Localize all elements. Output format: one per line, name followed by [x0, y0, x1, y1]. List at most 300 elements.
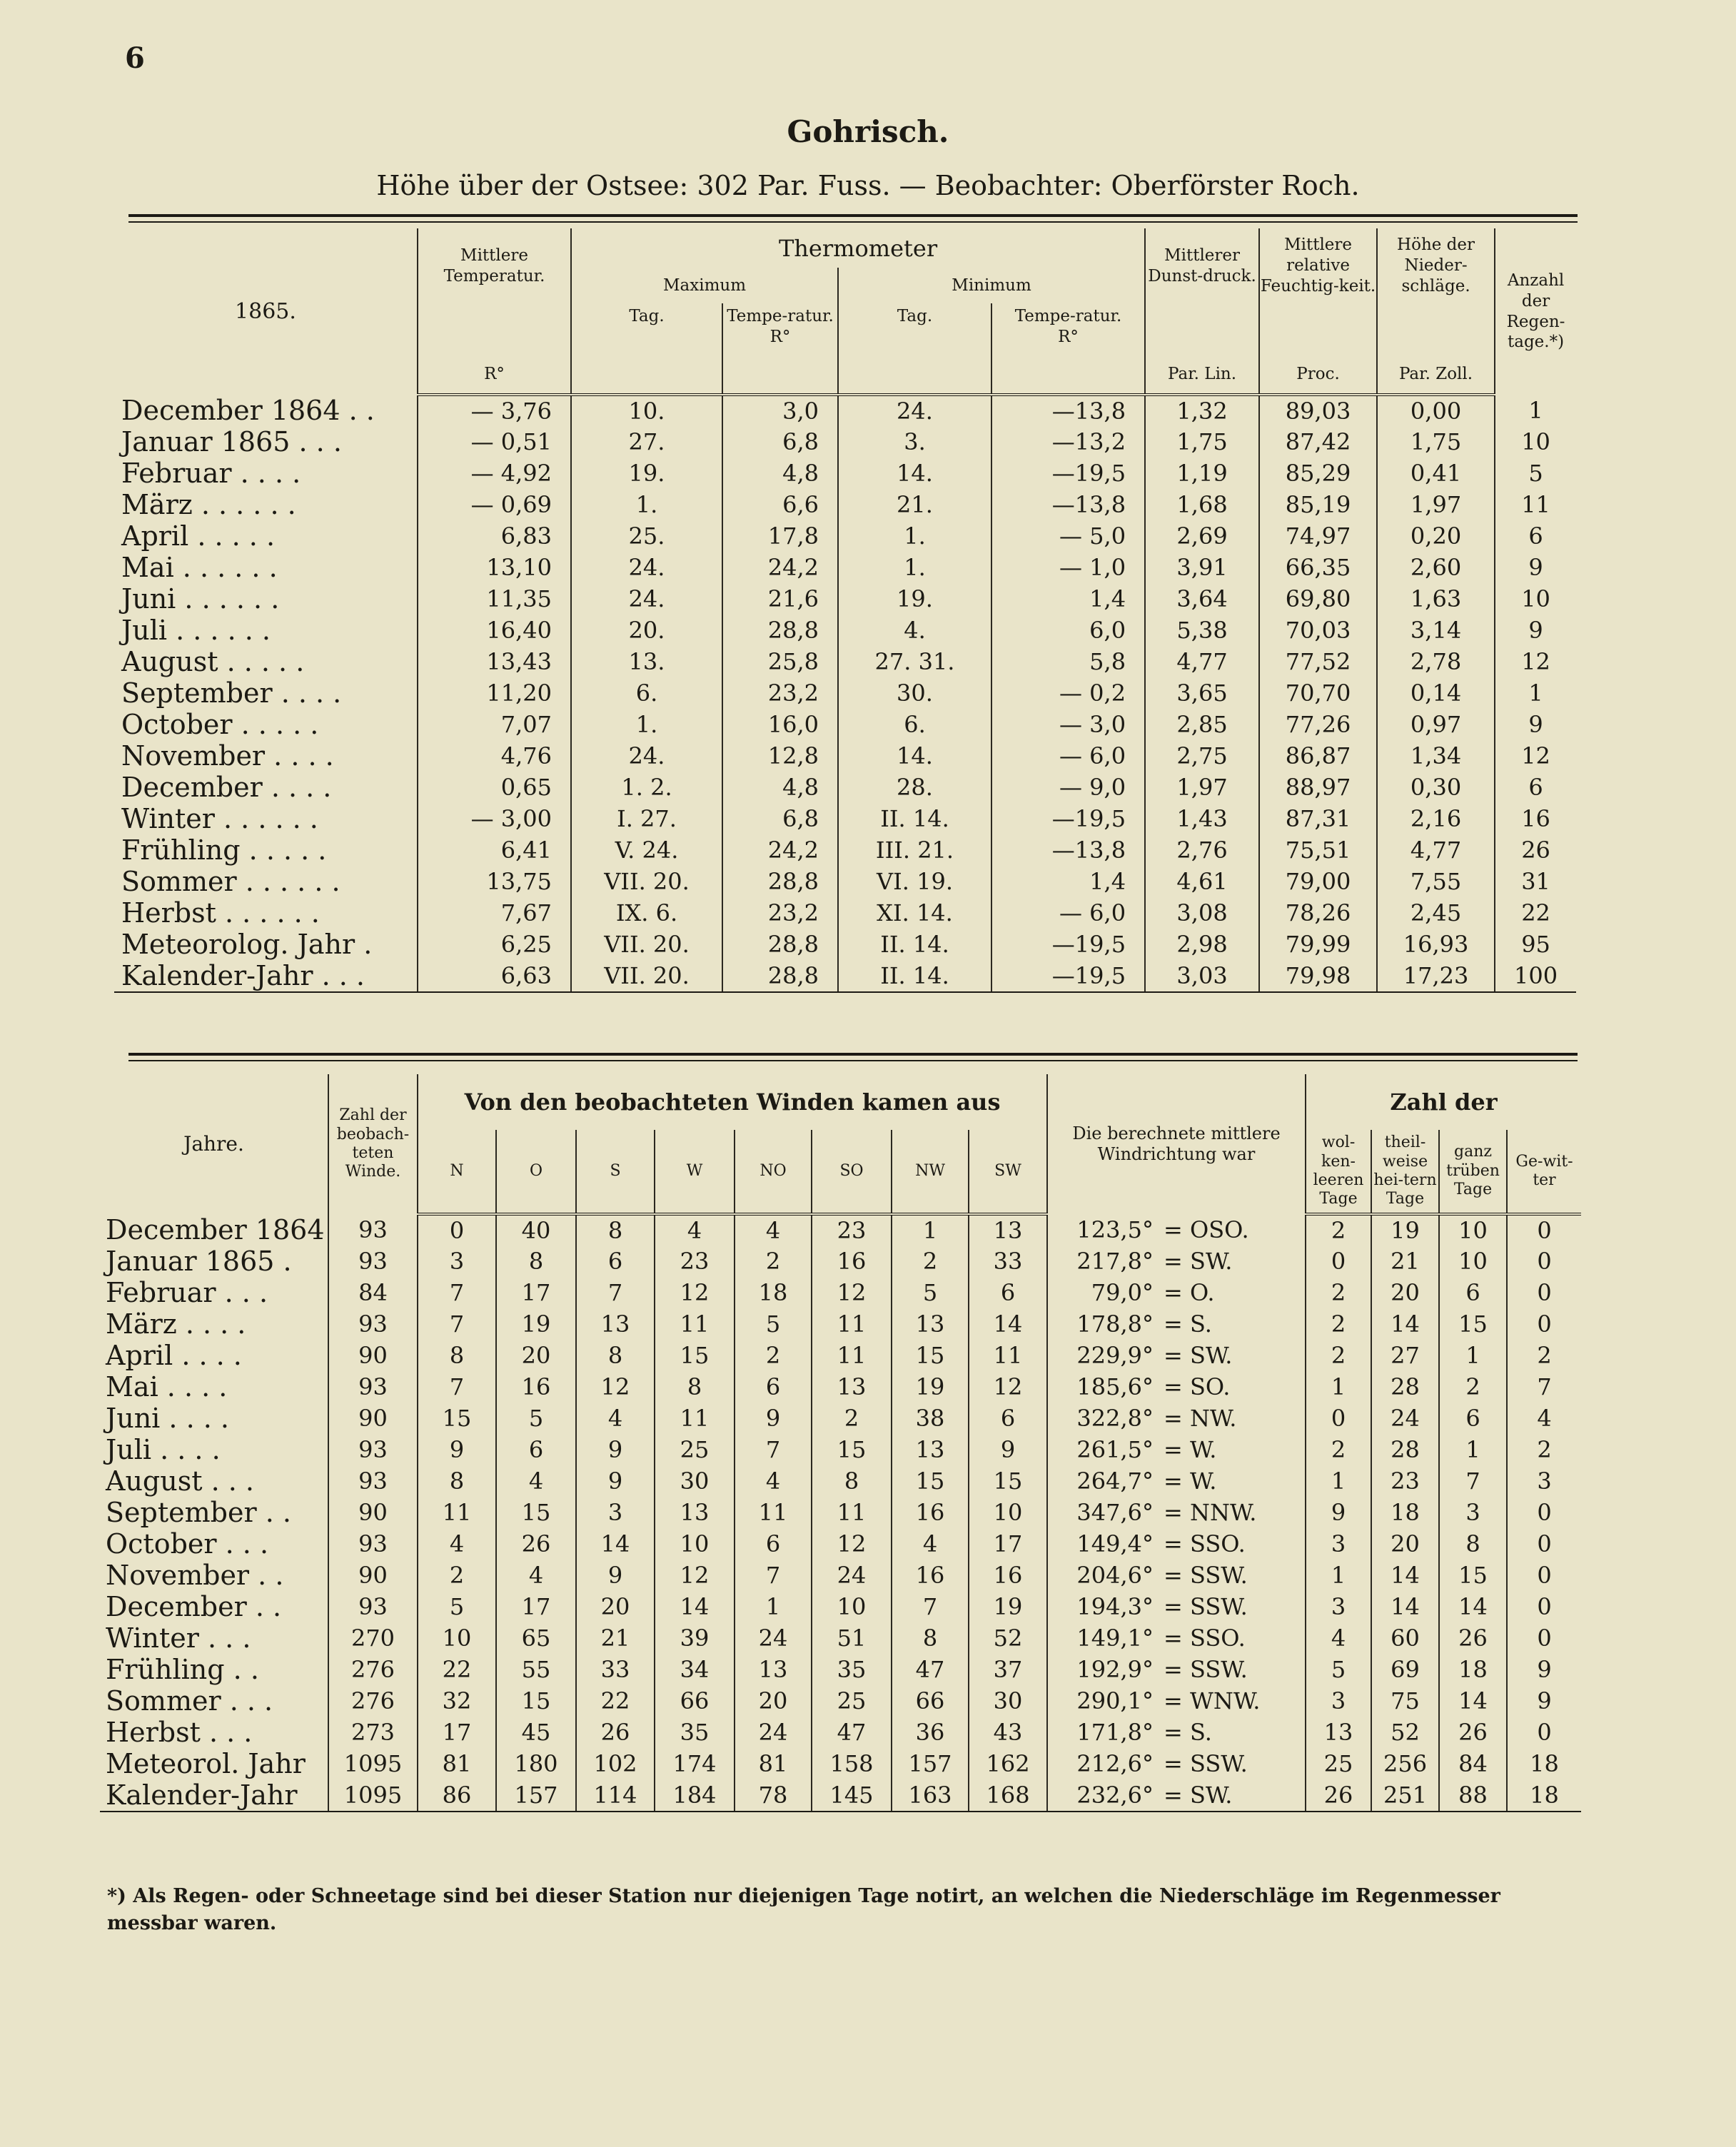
mean-direction-degrees: 204,6° — [1076, 1562, 1154, 1589]
wind-no-cell: 4 — [735, 1465, 812, 1497]
wind-o-cell: 55 — [496, 1654, 576, 1685]
max-day-cell: 1. 2. — [571, 772, 722, 803]
mean-direction-name: = NW. — [1164, 1405, 1237, 1432]
wind-n-cell: 11 — [418, 1497, 496, 1528]
table-row — [114, 615, 1576, 646]
mean-direction-cell — [1047, 1748, 1306, 1779]
vapour-cell: 1,32 — [1145, 395, 1259, 426]
rain-days-cell: 11 — [1495, 489, 1576, 520]
overcast-days-cell: 26 — [1439, 1622, 1507, 1654]
table-row — [100, 1560, 1581, 1591]
vapour-cell: 1,68 — [1145, 489, 1259, 520]
mean-direction-cell — [1047, 1340, 1306, 1371]
max-day-cell: V. 24. — [571, 834, 722, 866]
wind-o-cell: 15 — [496, 1497, 576, 1528]
overcast-days-cell: 15 — [1439, 1560, 1507, 1591]
footnote: *) Als Regen- oder Schneetage sind bei dieser Station nur diejenigen Tage notirt, an welchen die Niederschläge im Regenmesser messbar waren. — [107, 1885, 1500, 1934]
wind-s-cell: 3 — [576, 1497, 655, 1528]
wind-n-cell: 7 — [418, 1308, 496, 1340]
clear-days-cell: 2 — [1306, 1434, 1371, 1465]
wind-w-cell: 25 — [655, 1434, 735, 1465]
table-row — [114, 740, 1576, 772]
top-rule-thick — [128, 214, 1578, 217]
wind-nw-cell: 38 — [892, 1403, 969, 1434]
wind-count-cell: 90 — [328, 1560, 418, 1591]
wind-o-cell: 40 — [496, 1214, 576, 1246]
partly-days-cell: 14 — [1371, 1308, 1439, 1340]
max-temp-cell: 12,8 — [722, 740, 838, 772]
wind-nw-cell: 16 — [892, 1497, 969, 1528]
max-temp-cell: 23,2 — [722, 677, 838, 709]
mean-direction-cell — [1047, 1465, 1306, 1497]
vapour-cell: 3,64 — [1145, 583, 1259, 615]
wind-n-cell: 10 — [418, 1622, 496, 1654]
wind-w-cell: 66 — [655, 1685, 735, 1717]
wind-so-cell: 11 — [812, 1308, 892, 1340]
precip-cell: 2,78 — [1377, 646, 1495, 677]
rain-days-cell: 10 — [1495, 426, 1576, 458]
wind-w-cell: 15 — [655, 1340, 735, 1371]
wind-s-cell: 12 — [576, 1371, 655, 1403]
wind-sw-cell: 168 — [969, 1779, 1047, 1812]
header-vapour: Mittlerer Dunst-druck. — [1145, 228, 1259, 303]
wind-s-cell: 13 — [576, 1308, 655, 1340]
wind-so-cell: 2 — [812, 1403, 892, 1434]
table-row — [100, 1214, 1581, 1246]
rain-days-cell: 10 — [1495, 583, 1576, 615]
wind-sw-cell: 13 — [969, 1214, 1047, 1246]
table-row — [100, 1622, 1581, 1654]
table-row — [114, 960, 1576, 992]
header-humidity-unit: Proc. — [1259, 303, 1377, 395]
wind-so-cell: 13 — [812, 1371, 892, 1403]
table-row — [100, 1528, 1581, 1560]
row-label: Januar 1865 . — [106, 1246, 292, 1277]
table-row — [114, 583, 1576, 615]
mean-direction-degrees: 149,1° — [1076, 1625, 1154, 1652]
min-temp-cell: 1,4 — [991, 866, 1145, 897]
wind-sw-cell: 43 — [969, 1717, 1047, 1748]
max-day-cell: 24. — [571, 583, 722, 615]
precip-cell: 2,16 — [1377, 803, 1495, 834]
rain-days-cell: 1 — [1495, 677, 1576, 709]
wind-count-cell: 90 — [328, 1403, 418, 1434]
overcast-days-cell: 1 — [1439, 1434, 1507, 1465]
precip-cell: 0,14 — [1377, 677, 1495, 709]
mean-direction-name: = O. — [1164, 1279, 1215, 1306]
clear-days-cell: 0 — [1306, 1403, 1371, 1434]
wind-sw-cell: 12 — [969, 1371, 1047, 1403]
wind-count-cell: 273 — [328, 1717, 418, 1748]
wind-count-cell: 93 — [328, 1434, 418, 1465]
rain-days-cell: 6 — [1495, 520, 1576, 552]
mean-direction-name: = S. — [1164, 1310, 1212, 1338]
row-label: Mai . . . . . . — [121, 552, 278, 583]
wind-n-cell: 86 — [418, 1779, 496, 1812]
max-temp-cell: 24,2 — [722, 834, 838, 866]
wind-so-cell: 12 — [812, 1277, 892, 1308]
overcast-days-cell: 10 — [1439, 1214, 1507, 1246]
mean-direction-degrees: 194,3° — [1076, 1593, 1154, 1620]
table-row — [100, 1497, 1581, 1528]
wind-n-cell: 22 — [418, 1654, 496, 1685]
max-temp-cell: 28,8 — [722, 615, 838, 646]
header-max-day: Tag. — [571, 303, 722, 395]
wind-count-cell: 84 — [328, 1277, 418, 1308]
precip-cell: 0,41 — [1377, 458, 1495, 489]
wind-sw-cell: 14 — [969, 1308, 1047, 1340]
max-temp-cell: 25,8 — [722, 646, 838, 677]
row-label: October . . . . . — [121, 709, 319, 740]
humidity-cell: 88,97 — [1259, 772, 1377, 803]
wind-s-cell: 14 — [576, 1528, 655, 1560]
wind-s-cell: 7 — [576, 1277, 655, 1308]
precip-cell: 1,75 — [1377, 426, 1495, 458]
partly-days-cell: 60 — [1371, 1622, 1439, 1654]
mean-direction-cell — [1047, 1277, 1306, 1308]
clear-days-cell: 2 — [1306, 1214, 1371, 1246]
wind-n-cell: 32 — [418, 1685, 496, 1717]
mean-direction-cell — [1047, 1622, 1306, 1654]
wind-s-cell: 9 — [576, 1560, 655, 1591]
max-day-cell: IX. 6. — [571, 897, 722, 929]
table-row — [114, 395, 1576, 426]
min-day-cell: II. 14. — [838, 960, 991, 992]
row-label: Kalender-Jahr . . . — [114, 960, 418, 992]
precip-cell: 2,60 — [1377, 552, 1495, 583]
wind-o-cell: 157 — [496, 1779, 576, 1812]
wind-no-cell: 18 — [735, 1277, 812, 1308]
wind-o-cell: 45 — [496, 1717, 576, 1748]
mean-direction-degrees: 123,5° — [1076, 1216, 1154, 1243]
mean-direction-degrees: 185,6° — [1076, 1373, 1154, 1400]
mean-direction-cell — [1047, 1403, 1306, 1434]
precip-cell: 1,63 — [1377, 583, 1495, 615]
table-row — [114, 489, 1576, 520]
row-label: Sommer . . . . . . — [121, 866, 340, 897]
max-day-cell: 27. — [571, 426, 722, 458]
header-maximum: Maximum — [571, 268, 838, 303]
wind-so-cell: 11 — [812, 1497, 892, 1528]
humidity-cell: 79,98 — [1259, 960, 1377, 992]
header-rain-days: Anzahl der Regen-tage.*) — [1495, 228, 1576, 395]
humidity-cell: 86,87 — [1259, 740, 1377, 772]
wind-n-cell: 3 — [418, 1246, 496, 1277]
mean-direction-degrees: 229,9° — [1076, 1342, 1154, 1369]
humidity-cell: 75,51 — [1259, 834, 1377, 866]
wind-count-cell: 90 — [328, 1340, 418, 1371]
mean-direction-cell — [1047, 1528, 1306, 1560]
weather-table-body — [114, 395, 1576, 992]
header-minimum: Minimum — [838, 268, 1145, 303]
min-day-cell: 1. — [838, 552, 991, 583]
wind-sw-cell: 9 — [969, 1434, 1047, 1465]
mean-direction-degrees: 79,0° — [1091, 1279, 1154, 1306]
row-label: Februar . . . . — [121, 458, 301, 489]
row-label: Juni . . . . . . — [121, 583, 280, 615]
overcast-days-cell: 88 — [1439, 1779, 1507, 1812]
table-row — [100, 1685, 1581, 1717]
rain-days-cell: 12 — [1495, 646, 1576, 677]
mean-temp-cell: 6,83 — [418, 520, 571, 552]
max-temp-cell: 28,8 — [722, 866, 838, 897]
table-row — [114, 458, 1576, 489]
partly-days-cell: 19 — [1371, 1214, 1439, 1246]
wind-no-cell: 2 — [735, 1246, 812, 1277]
overcast-days-cell: 2 — [1439, 1371, 1507, 1403]
wind-sw-cell: 6 — [969, 1277, 1047, 1308]
max-temp-cell: 24,2 — [722, 552, 838, 583]
header-partly-days: theil-weise hei-tern Tage — [1371, 1130, 1439, 1214]
precip-cell: 7,55 — [1377, 866, 1495, 897]
wind-n-cell: 5 — [418, 1591, 496, 1622]
max-day-cell: VII. 20. — [571, 960, 722, 992]
wind-n-cell: 8 — [418, 1465, 496, 1497]
wind-no-cell: 78 — [735, 1779, 812, 1812]
precip-cell: 4,77 — [1377, 834, 1495, 866]
precip-cell: 1,97 — [1377, 489, 1495, 520]
wind-w-cell: 8 — [655, 1371, 735, 1403]
wind-nw-cell: 66 — [892, 1685, 969, 1717]
max-temp-cell: 3,0 — [722, 395, 838, 426]
wind-no-cell: 7 — [735, 1434, 812, 1465]
wind-s-cell: 8 — [576, 1214, 655, 1246]
table-row — [114, 520, 1576, 552]
header-max-temp-unit: R° — [769, 327, 791, 346]
vapour-cell: 1,75 — [1145, 426, 1259, 458]
row-label: December . . . . — [121, 772, 332, 803]
vapour-cell: 2,76 — [1145, 834, 1259, 866]
mean-temp-cell: 11,35 — [418, 583, 571, 615]
wind-nw-cell: 5 — [892, 1277, 969, 1308]
wind-w-cell: 184 — [655, 1779, 735, 1812]
wind-no-cell: 1 — [735, 1591, 812, 1622]
wind-sw-cell: 162 — [969, 1748, 1047, 1779]
mean-temp-cell: 13,10 — [418, 552, 571, 583]
wind-so-cell: 24 — [812, 1560, 892, 1591]
mean-temp-cell: 6,63 — [418, 960, 571, 992]
wind-n-cell: 9 — [418, 1434, 496, 1465]
min-temp-cell: 6,0 — [991, 615, 1145, 646]
table-row — [114, 803, 1576, 834]
mean-direction-name: = SW. — [1164, 1248, 1233, 1275]
row-label: Frühling . . — [106, 1654, 259, 1685]
vapour-cell: 2,75 — [1145, 740, 1259, 772]
table-row — [114, 677, 1576, 709]
wind-w-cell: 11 — [655, 1403, 735, 1434]
clear-days-cell: 1 — [1306, 1371, 1371, 1403]
storms-cell: 0 — [1507, 1591, 1581, 1622]
row-label: Frühling . . . . . — [121, 834, 327, 866]
partly-days-cell: 28 — [1371, 1371, 1439, 1403]
overcast-days-cell: 1 — [1439, 1340, 1507, 1371]
clear-days-cell: 1 — [1306, 1465, 1371, 1497]
storms-cell: 0 — [1507, 1497, 1581, 1528]
storms-cell: 0 — [1507, 1622, 1581, 1654]
wind-no-cell: 9 — [735, 1403, 812, 1434]
header-min-temp-label: Tempe-ratur. — [1014, 307, 1122, 325]
mean-temp-cell: 7,67 — [418, 897, 571, 929]
wind-so-cell: 16 — [812, 1246, 892, 1277]
mean-direction-cell — [1047, 1246, 1306, 1277]
wind-sw-cell: 33 — [969, 1246, 1047, 1277]
partly-days-cell: 18 — [1371, 1497, 1439, 1528]
wind-s-cell: 21 — [576, 1622, 655, 1654]
partly-days-cell: 20 — [1371, 1277, 1439, 1308]
humidity-cell: 77,26 — [1259, 709, 1377, 740]
table-row — [100, 1465, 1581, 1497]
vapour-cell: 3,03 — [1145, 960, 1259, 992]
mean-direction-degrees: 212,6° — [1076, 1750, 1154, 1777]
rain-days-cell: 100 — [1495, 960, 1576, 992]
row-label: December . . — [106, 1591, 282, 1622]
mean-temp-cell: — 3,00 — [418, 803, 571, 834]
header-min-day: Tag. — [838, 303, 991, 395]
row-label: Januar 1865 . . . — [121, 426, 342, 458]
clear-days-cell: 1 — [1306, 1560, 1371, 1591]
header-humidity: Mittlere relative Feuchtig-keit. — [1259, 228, 1377, 303]
mean-direction-name: = SSW. — [1164, 1750, 1248, 1777]
row-label: März . . . . . . — [121, 489, 296, 520]
storms-cell: 0 — [1507, 1308, 1581, 1340]
overcast-days-cell: 7 — [1439, 1465, 1507, 1497]
wind-sw-cell: 37 — [969, 1654, 1047, 1685]
clear-days-cell: 0 — [1306, 1246, 1371, 1277]
partly-days-cell: 27 — [1371, 1340, 1439, 1371]
overcast-days-cell: 18 — [1439, 1654, 1507, 1685]
mean-direction-name: = SSW. — [1164, 1656, 1248, 1683]
wind-o-cell: 4 — [496, 1465, 576, 1497]
row-label: Winter . . . — [106, 1622, 251, 1654]
mean-direction-degrees: 171,8° — [1076, 1719, 1154, 1746]
max-temp-cell: 6,6 — [722, 489, 838, 520]
min-day-cell: 24. — [838, 395, 991, 426]
header-max-temp-label: Tempe-ratur. — [727, 307, 834, 325]
wind-sw-cell: 16 — [969, 1560, 1047, 1591]
mean-temp-cell: — 0,69 — [418, 489, 571, 520]
min-day-cell: XI. 14. — [838, 897, 991, 929]
max-temp-cell: 23,2 — [722, 897, 838, 929]
humidity-cell: 74,97 — [1259, 520, 1377, 552]
wind-n-cell: 0 — [418, 1214, 496, 1246]
storms-cell: 0 — [1507, 1717, 1581, 1748]
wind-o-cell: 17 — [496, 1277, 576, 1308]
row-label: Juli . . . . . . — [121, 615, 271, 646]
row-label: September . . . . — [121, 677, 342, 709]
max-day-cell: 10. — [571, 395, 722, 426]
max-temp-cell: 6,8 — [722, 426, 838, 458]
header-precip-unit: Par. Zoll. — [1377, 303, 1495, 395]
wind-s-cell: 4 — [576, 1403, 655, 1434]
header-vapour-unit: Par. Lin. — [1145, 303, 1259, 395]
wind-so-cell: 12 — [812, 1528, 892, 1560]
clear-days-cell: 13 — [1306, 1717, 1371, 1748]
min-day-cell: 14. — [838, 740, 991, 772]
overcast-days-cell: 84 — [1439, 1748, 1507, 1779]
wind-sw-cell: 11 — [969, 1340, 1047, 1371]
overcast-days-cell: 26 — [1439, 1717, 1507, 1748]
header-thermometer: Thermometer — [571, 228, 1145, 268]
header-mean-temp-unit: R° — [418, 303, 571, 395]
min-day-cell: 21. — [838, 489, 991, 520]
mean-direction-name: = W. — [1164, 1436, 1217, 1463]
wind-no-cell: 4 — [735, 1214, 812, 1246]
wind-no-cell: 24 — [735, 1622, 812, 1654]
wind-w-cell: 34 — [655, 1654, 735, 1685]
mean-direction-name: = NNW. — [1164, 1499, 1257, 1526]
storms-cell: 18 — [1507, 1779, 1581, 1812]
humidity-cell: 77,52 — [1259, 646, 1377, 677]
vapour-cell: 3,65 — [1145, 677, 1259, 709]
wind-n-cell: 7 — [418, 1277, 496, 1308]
header-max-temp — [722, 303, 838, 395]
mean-temp-cell: 6,41 — [418, 834, 571, 866]
precip-cell: 3,14 — [1377, 615, 1495, 646]
header-clear-days: wol-ken-leeren Tage — [1306, 1130, 1371, 1214]
storms-cell: 7 — [1507, 1371, 1581, 1403]
top-rule-thin — [128, 221, 1578, 223]
rain-days-cell: 5 — [1495, 458, 1576, 489]
header-dir-o: O — [496, 1130, 576, 1214]
vapour-cell: 1,19 — [1145, 458, 1259, 489]
row-label: Meteorol. Jahr — [106, 1748, 306, 1779]
wind-count-cell: 276 — [328, 1685, 418, 1717]
max-day-cell: VII. 20. — [571, 866, 722, 897]
max-temp-cell: 28,8 — [722, 929, 838, 960]
row-label: Februar . . . — [106, 1277, 268, 1308]
header-precip: Höhe der Nieder-schläge. — [1377, 228, 1495, 303]
min-temp-cell: —13,2 — [991, 426, 1145, 458]
rain-days-cell: 31 — [1495, 866, 1576, 897]
wind-o-cell: 4 — [496, 1560, 576, 1591]
wind-count-cell: 93 — [328, 1371, 418, 1403]
precip-cell: 0,20 — [1377, 520, 1495, 552]
wind-count-cell: 270 — [328, 1622, 418, 1654]
mean-temp-cell: 4,76 — [418, 740, 571, 772]
partly-days-cell: 14 — [1371, 1560, 1439, 1591]
wind-w-cell: 10 — [655, 1528, 735, 1560]
overcast-days-cell: 14 — [1439, 1591, 1507, 1622]
wind-count-cell: 93 — [328, 1465, 418, 1497]
min-temp-cell: — 9,0 — [991, 772, 1145, 803]
wind-w-cell: 30 — [655, 1465, 735, 1497]
mean-direction-cell — [1047, 1308, 1306, 1340]
max-temp-cell: 21,6 — [722, 583, 838, 615]
overcast-days-cell: 6 — [1439, 1403, 1507, 1434]
mean-temp-cell: 13,75 — [418, 866, 571, 897]
partly-days-cell: 14 — [1371, 1591, 1439, 1622]
header-mean-direction: Die berechnete mittlere Windrichtung war — [1047, 1074, 1306, 1214]
wind-table-body — [100, 1214, 1581, 1812]
humidity-cell: 66,35 — [1259, 552, 1377, 583]
overcast-days-cell: 8 — [1439, 1528, 1507, 1560]
min-temp-cell: —19,5 — [991, 929, 1145, 960]
mean-direction-cell — [1047, 1497, 1306, 1528]
wind-o-cell: 15 — [496, 1685, 576, 1717]
partly-days-cell: 23 — [1371, 1465, 1439, 1497]
table-row — [100, 1340, 1581, 1371]
storms-cell: 0 — [1507, 1560, 1581, 1591]
precip-cell: 0,97 — [1377, 709, 1495, 740]
wind-so-cell: 23 — [812, 1214, 892, 1246]
wind-nw-cell: 15 — [892, 1340, 969, 1371]
mean-temp-cell: 0,65 — [418, 772, 571, 803]
storms-cell: 2 — [1507, 1434, 1581, 1465]
header-dir-so: SO — [812, 1130, 892, 1214]
vapour-cell: 4,77 — [1145, 646, 1259, 677]
rain-days-cell: 95 — [1495, 929, 1576, 960]
wind-o-cell: 26 — [496, 1528, 576, 1560]
